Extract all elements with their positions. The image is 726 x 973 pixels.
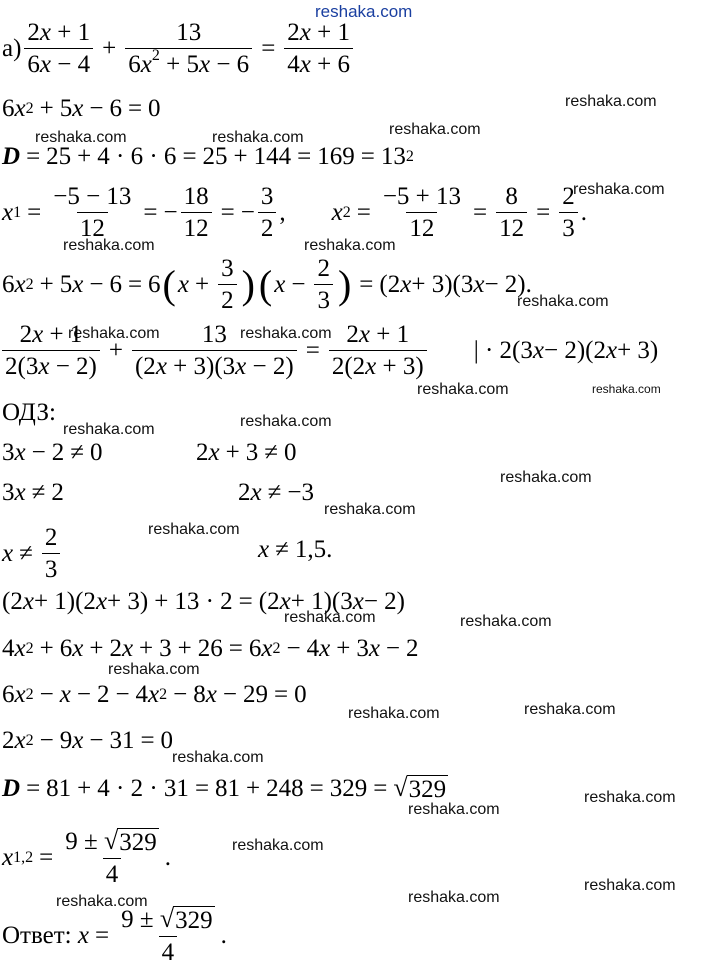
- watermark: reshaka.com: [108, 661, 200, 678]
- watermark: reshaka.com: [573, 181, 665, 198]
- equation-rewritten: $\frac{2x + 1}{2(3x - 2)}$ + $\frac{13}{(2x + 3)(3x - 2)}$ = $\frac{2x + 1}{2(2x + 3)}$ | · 2(3 x − 2)(2 x + 3): [2, 322, 658, 379]
- watermark: reshaka.com: [172, 749, 264, 766]
- equation-step-4: 2 x 2 − 9 x − 31 = 0: [2, 727, 174, 754]
- equation-discriminant-2: D = 81 + 4 · 2 · 31 = 81 + 248 = 329 = √ 329: [2, 773, 447, 803]
- watermark: reshaka.com: [500, 469, 592, 486]
- watermark: reshaka.com: [565, 93, 657, 110]
- equation-quadratic: 6 x 2 + 5 x − 6 = 0: [2, 95, 161, 122]
- watermark: reshaka.com: [240, 325, 332, 342]
- equation-roots-2: x 1,2 = 9 ± √ 329 4 .: [2, 826, 171, 888]
- watermark: reshaka.com: [232, 837, 324, 854]
- watermark: reshaka.com: [592, 382, 661, 396]
- watermark: reshaka.com: [63, 421, 155, 438]
- watermark: reshaka.com: [63, 237, 155, 254]
- condition-4: 2 x ≠ −3: [238, 479, 314, 506]
- equation-step-3: 6 x 2 − x − 2 − 4 x 2 − 8 x − 29 = 0: [2, 681, 307, 708]
- answer-label: Ответ:: [2, 922, 72, 949]
- watermark: reshaka.com: [348, 705, 440, 722]
- watermark: reshaka.com: [524, 701, 616, 718]
- equation-discriminant-1: D = 25 + 4 · 6 · 6 = 25 + 144 = 169 = 13 2: [2, 143, 414, 170]
- item-label: а): [2, 35, 22, 62]
- watermark: reshaka.com: [148, 521, 240, 538]
- equation-step-1: (2 x + 1)(2 x + 3) + 13 · 2 = (2 x + 1)(3 x − 2): [2, 588, 406, 615]
- equation-original: а) $\frac{2x + 1}{6x - 4}$ + $\frac{13}{6x^2 + 5x - 6}$ = $\frac{2x + 1}{4x + 6}$: [2, 20, 356, 77]
- watermark: reshaka.com: [517, 293, 609, 310]
- watermark: reshaka.com: [417, 381, 509, 398]
- watermark: reshaka.com: [408, 889, 500, 906]
- watermark: reshaka.com: [284, 609, 376, 626]
- watermark: reshaka.com: [460, 613, 552, 630]
- equation-roots-1: x 1 = $\frac{-5 - 13}{12}$ = − $\frac{18}{12}$ = − $\frac{3}{2}$ , x 2 = $\frac{-5 + 13}{12}$ = $\frac{8}{12}$ = $\frac{2}{3}$ .: [2, 183, 587, 242]
- condition-5: x ≠ $\frac{2}{3}$: [2, 525, 63, 582]
- watermark: reshaka.com: [240, 413, 332, 430]
- watermark: reshaka.com: [304, 237, 396, 254]
- watermark: reshaka.com: [584, 877, 676, 894]
- condition-6: x ≠ 1,5.: [258, 536, 333, 563]
- watermark: reshaka.com: [212, 129, 304, 146]
- equation-step-2: 4 x 2 + 6 x + 2 x + 3 + 26 = 6 x 2 − 4 x + 3 x − 2: [2, 635, 419, 662]
- condition-3: 3 x ≠ 2: [2, 479, 64, 506]
- watermark: reshaka.com: [324, 501, 416, 518]
- watermark: reshaka.com: [584, 789, 676, 806]
- watermark: reshaka.com: [408, 801, 500, 818]
- watermark: reshaka.com: [56, 893, 148, 910]
- watermark-top: reshaka.com: [315, 2, 413, 21]
- odz-label: ОДЗ:: [2, 399, 56, 426]
- condition-2: 2 x + 3 ≠ 0: [196, 439, 297, 466]
- watermark: reshaka.com: [35, 129, 127, 146]
- watermark: reshaka.com: [68, 325, 160, 342]
- equation-factorization: 6 x 2 + 5 x − 6 = 6 ( x + $\frac{3}{2}$ ) ( x − $\frac{2}{3}$ ) = (2 x + 3)(3 x − 2).: [2, 255, 532, 314]
- answer: Ответ: x = 9 ± √ 329 4 .: [2, 904, 227, 966]
- watermark: reshaka.com: [389, 121, 481, 138]
- condition-1: 3 x − 2 ≠ 0: [2, 439, 103, 466]
